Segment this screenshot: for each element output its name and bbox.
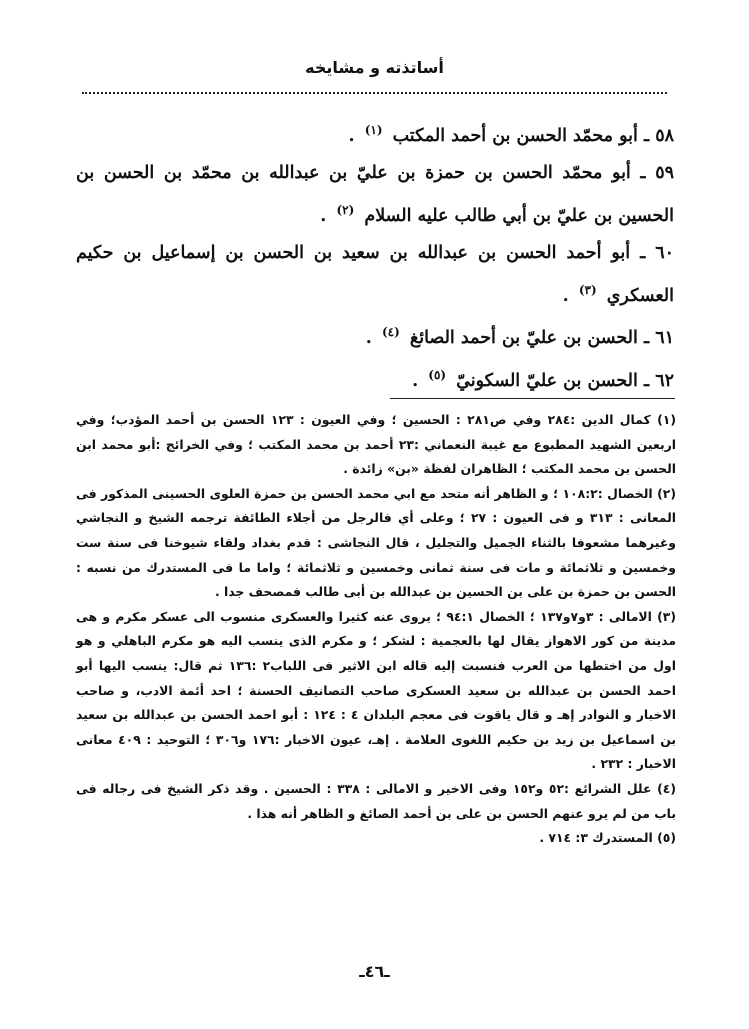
entry-list — [76, 112, 674, 400]
entry-text: ٥٨ ـ أبو محمّد الحسن بن أحمد المكتب — [392, 125, 674, 146]
footnote-ref[interactable]: (٤) — [381, 325, 400, 340]
entry-text: ٦٢ ـ الحسن بن عليّ السكونيّ — [456, 371, 674, 392]
entry-end: . — [562, 285, 569, 306]
entry-end: . — [365, 328, 372, 349]
entry-end: . — [320, 205, 327, 226]
footnote-ref[interactable]: (١) — [364, 123, 383, 137]
entry-61 — [76, 314, 674, 357]
footnote-ref[interactable]: (٣) — [578, 282, 597, 297]
running-head: أساتذته و مشايخه — [305, 58, 444, 77]
footnote-4: (٤) علل الشرائع :٥٢ و١٥٢ وفى الاخير و الامالى : ٣٣٨ : الحسين . وقد ذكر الشيخ فى رجاله فى باب من لم يرو عنهم الحسن بن على بن أحمد الصائغ و الظاهر أنه هذا . — [76, 780, 677, 821]
entry-59 — [76, 155, 674, 235]
entry-text: ٦١ ـ الحسن بن عليّ بن أحمد الصائغ — [409, 328, 674, 349]
footnote-separator — [390, 398, 675, 399]
entry-text: ٥٩ ـ أبو محمّد الحسن بن حمزة بن عليّ بن عبدالله بن محمّد بن الحسن بن الحسين بن عليّ بن أبي طالب عليه السلام — [76, 162, 674, 226]
footnote-5: (٥) المستدرك ٣: ٧١٤ . — [539, 830, 676, 846]
entry-end: . — [412, 371, 419, 392]
entry-end: . — [348, 125, 355, 146]
entry-60 — [76, 235, 674, 315]
entry-62 — [76, 357, 674, 400]
footnote-ref[interactable]: (٢) — [336, 202, 355, 217]
footnote-2: (٢) الخصال :١٠٨:٢ ؛ و الظاهر أنه متحد مع ابي محمد الحسن بن حمزة العلوى الحسينى المذكور فى المعانى : ٣١٣ و فى العيون : ٢٧ ؛ وعلى أي فالرجل من أجلاء الطائفة ترجمه الشيخ و النجاشي وغيرهما مشعوفا بالثناء الجميل والتجليل ، قال النجاشى : قدم بغداد ولقاء شيوخنا فى سنة ست وخمسين و ثلاثمائة و مات فى سنة ثمانى وخمسين و ثلاثمائة ؛ واما ما فى المستدرك من نسبه : الحسن بن حمزة بن على بن الحسين بن عبدالله بن أبى طالب فمصحف جدا . — [76, 485, 677, 600]
entry-text: ٦٠ ـ أبو أحمد الحسن بن عبدالله بن سعيد بن الحسن بن إسماعيل بن حكيم العسكري — [76, 242, 674, 306]
footnote-1: (١) كمال الدين :٢٨٤ وفي ص٢٨١ : الحسين ؛ وفي العيون : ١٢٣ الحسن بن أحمد المؤدب؛ وفي اربعين الشهيد المطبوع مع غيبة النعماني :٢٣ أحمد بن محمد المكتب ؛ وفي الخرائج :أبو محمد ابن الحسن بن محمد المكتب ؛ الظاهران لفظة «بن» زائدة . — [76, 412, 676, 477]
footnote-ref[interactable]: (٥) — [428, 368, 447, 383]
header-dotted-rule — [82, 92, 667, 94]
footnotes — [76, 408, 676, 851]
footnote-3: (٣) الامالى : ٣و٧و١٣٧ ؛ الخصال ٩٤:١ ؛ يروى عنه كثيرا والعسكرى منسوب الى عسكر مكرم و هى مدينة من كور الاهواز يقال لها بالعجمية : لشكر ؛ و مكرم الذى ينسب اليه هو مكرم الباهلي و هو اول من اختطها من العرب فنسبت إليه قاله ابن الاثير فى اللباب٢ :١٣٦ ثم قال: ينسب اليها أبو احمد الحسن بن عبدالله بن سعيد العسكرى صاحب التصانيف الحسنة ؛ احد أئمة الادب، و صاحب الاخبار و النوادر إهـ و قال ياقوت فى معجم البلدان ٤ : ١٢٤ : أبو احمد الحسن بن عبدالله بن سعيد بن اسماعيل بن زيد بن حكيم اللغوى العلامة . إهـ، عيون الاخبار :١٧٦ و٣٠٦ ؛ التوحيد : ٤٠٩ معانى الاخبار : ٢٣٢ . — [76, 608, 676, 772]
page-number: ـ٤٦ـ — [359, 962, 390, 981]
entry-58 — [76, 112, 674, 155]
